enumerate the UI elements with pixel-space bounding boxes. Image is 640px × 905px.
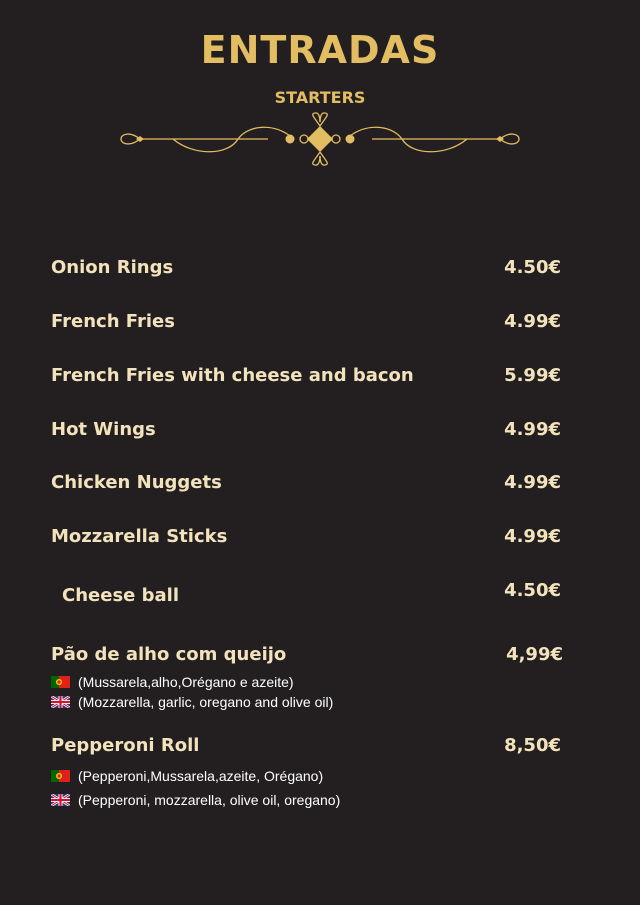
page-title: ENTRADAS <box>200 28 440 72</box>
description-text: (Mozzarella, garlic, oregano and olive oil) <box>78 694 334 710</box>
menu-item-price: 4.99€ <box>504 526 561 547</box>
uk-flag-icon <box>51 696 70 708</box>
menu-item-name: Cheese ball <box>62 585 179 606</box>
item-description-pt <box>51 673 294 691</box>
description-text: (Pepperoni, mozzarella, olive oil, oregano) <box>78 792 341 808</box>
menu-item-price: 4.99€ <box>504 419 561 440</box>
uk-flag-icon <box>51 794 70 806</box>
item-description-pt <box>51 767 323 785</box>
description-text: (Mussarela,alho,Orégano e azeite) <box>78 674 294 690</box>
menu-item-name: Hot Wings <box>51 419 156 440</box>
menu-item-name: French Fries <box>51 311 175 332</box>
menu-item-price: 8,50€ <box>504 735 561 756</box>
menu-item-price: 4.50€ <box>504 580 561 601</box>
menu-item-name: French Fries with cheese and bacon <box>51 365 414 386</box>
menu-item-name: Chicken Nuggets <box>51 472 222 493</box>
menu-item-name: Onion Rings <box>51 257 174 278</box>
menu-item-price: 4.99€ <box>504 311 561 332</box>
menu-item-name: Pão de alho com queijo <box>51 644 287 665</box>
menu-item-name: Pepperoni Roll <box>51 735 200 756</box>
menu-item-price: 5.99€ <box>504 365 561 386</box>
portugal-flag-icon <box>51 676 70 688</box>
gold-scroll-divider-icon <box>118 112 522 168</box>
menu-item-price: 4.99€ <box>504 472 561 493</box>
portugal-flag-icon <box>51 770 70 782</box>
description-text: (Pepperoni,Mussarela,azeite, Orégano) <box>78 768 324 784</box>
item-description-en <box>51 791 340 809</box>
item-description-en <box>51 693 333 711</box>
page-subtitle: STARTERS <box>274 88 366 107</box>
menu-item-price: 4,99€ <box>506 644 563 665</box>
menu-item-name: Mozzarella Sticks <box>51 526 228 547</box>
menu-item-price: 4.50€ <box>504 257 561 278</box>
